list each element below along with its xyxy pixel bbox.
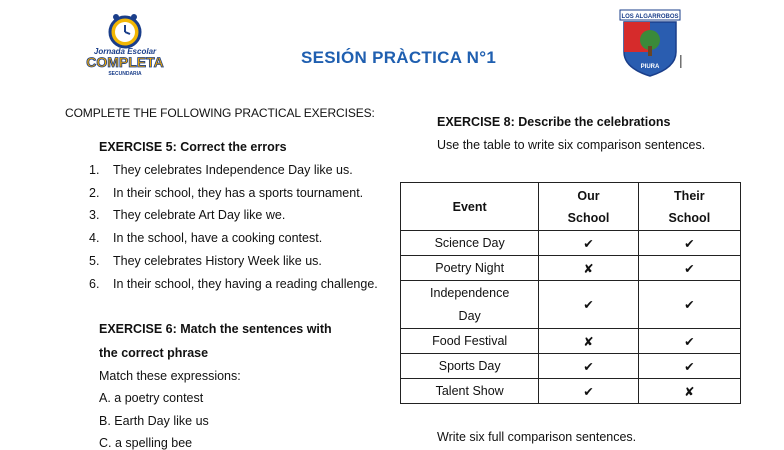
logo-line3: SECUNDARIA [108,71,142,77]
check-icon: ✔ [638,329,740,354]
table-row [401,329,741,354]
crest-bottom-text: PIURA [640,64,660,70]
event-cell: Talent Show [401,379,539,404]
exercise6-option: C. a spelling bee [99,436,193,450]
exercise8-footer: Write six full comparison sentences. [437,430,637,444]
exercise5-item: 4. In the school, have a cooking contest. [89,231,323,245]
header-their-school: Their School [638,183,740,231]
exercise6-option: A. a poetry contest [99,391,204,405]
crest-top-text: LOS ALGARROBOS [621,14,679,20]
event-cell: Science Day [401,231,539,256]
cross-icon: ✘ [638,379,740,404]
exercise6-title: EXERCISE 6: Match the sentences with [99,322,332,336]
check-icon: ✔ [539,231,638,256]
table-row [401,281,741,329]
header-our-school: Our School [539,183,638,231]
celebrations-table [400,182,741,404]
event-cell: Sports Day [401,354,539,379]
logo-line1: Jornada Escolar [93,47,157,56]
logo-line2: COMPLETA [86,54,164,70]
exercise5-item: 6. In their school, they having a reading challenge. [89,277,378,291]
page-title: SESIÓN PRÀCTICA N°1 [301,48,497,67]
los-algarrobos-crest [618,8,682,78]
header-divider: | [679,52,683,68]
instructions: COMPLETE THE FOLLOWING PRACTICAL EXERCISES: [65,106,375,120]
check-icon: ✔ [638,256,740,281]
table-row [401,354,741,379]
table-row [401,231,741,256]
cross-icon: ✘ [539,256,638,281]
check-icon: ✔ [539,354,638,379]
check-icon: ✔ [638,281,740,329]
cross-icon: ✘ [539,329,638,354]
event-cell: Independence Day [401,281,539,329]
event-cell: Food Festival [401,329,539,354]
check-icon: ✔ [539,379,638,404]
table-header-row [401,183,741,231]
check-icon: ✔ [638,231,740,256]
exercise5-item: 2. In their school, they has a sports tournament. [89,186,364,200]
exercise5-item: 5. They celebrates History Week like us. [89,254,322,268]
header-event: Event [401,183,539,231]
exercise8-intro: Use the table to write six comparison sentences. [437,138,706,152]
exercise5-item: 3. They celebrate Art Day like we. [89,208,286,222]
check-icon: ✔ [638,354,740,379]
exercise5-title: EXERCISE 5: Correct the errors [99,140,287,154]
exercise6-option: B. Earth Day like us [99,414,209,428]
jornada-escolar-completa-logo [80,8,170,78]
check-icon: ✔ [539,281,638,329]
exercise8-title: EXERCISE 8: Describe the celebrations [437,115,671,129]
exercise6-intro: Match these expressions: [99,369,241,383]
exercise6-title-cont: the correct phrase [99,346,209,360]
event-cell: Poetry Night [401,256,539,281]
table-row [401,379,741,404]
table-row [401,256,741,281]
exercise5-item: 1. They celebrates Independence Day like us. [89,163,353,177]
